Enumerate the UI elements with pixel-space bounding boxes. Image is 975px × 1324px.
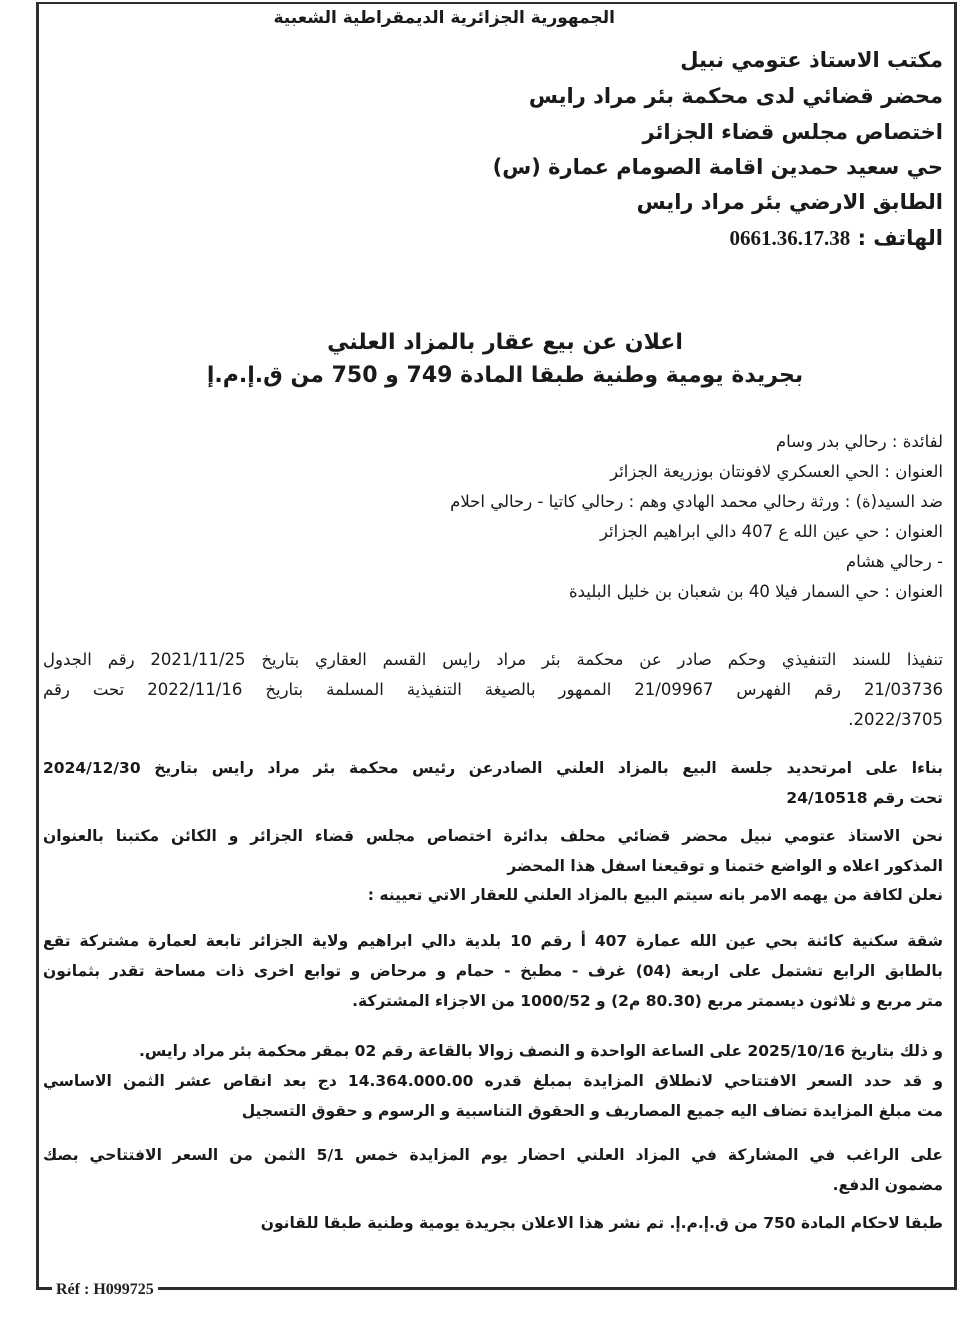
order-paragraph [43,753,943,813]
auction-line: مت مبلغ المزايدة تضاف اليه جميع المصاريف و الحقوق التناسبية و الرسوم و حقوق التسجيل [241,1102,943,1120]
declaration-paragraph [43,821,943,909]
auction-line: و قد حدد السعر الافتتاحي لانطلاق المزايدة بمبلغ قدره 14.364.000.00 دج بعد انقاص عشر الثمن الاساسي [43,1072,943,1090]
declaration-line: المذكور اعلاه و الواضع ختمنا و توقيعنا اسفل هذا المحضر [507,857,943,875]
execution-line: تنفيذا للسند التنفيذي وحكم صادر عن محكمة بئر مراد رايس القسم العقاري بتاريخ 2021/11/25 رقم الجدول [43,650,943,669]
phone-label: الهاتف : [857,226,943,250]
declaration-line: نحن الاستاذ عتومي نبيل محضر قضائي محلف بدائرة اختصاص مجلس قضاء الجزائر و الكائن مكتبنا بالعنوان [43,827,943,845]
order-line: بناءا على امرتحديد جلسة البيع بالمزاد العلني الصادرعن رئيس محكمة بئر مراد رايس بتاريخ 2024/12/30 [43,759,943,777]
defendants-line: ضد السيد(ة) : ورثة رحالي محمد الهادي وهم : رحالي كاتيا - رحالي احلام [450,492,943,511]
defendants-address: العنوان : حي عين الله ع 407 دالي ابراهيم الجزائر [599,522,943,541]
closing-line: طبقا لاحكام المادة 750 من ق.إ.م.إ. تم نشر هذا الاعلان بجريدة يومية وطنية طبقا للقانون [260,1214,943,1232]
defendant-extra-address: العنوان : حي السمار فيلا 40 بن شعبان بن خليل البليدة [568,582,943,601]
deposit-line: مضمون الدفع. [832,1176,943,1194]
auction-paragraph [43,1036,943,1126]
declaration-line: نعلن لكافة من يهمه الامر بانه سيتم البيع بالمزاد العلني للعقار الاتي تعيينه : [367,886,943,904]
office-phone [730,222,944,254]
deposit-line: على الراغب في المشاركة في المزاد العلني احضار يوم المزايدة خمس 5/1 الثمن من السعر الافتتاحي بصك [43,1146,943,1164]
phone-number: 0661.36.17.38 [729,226,851,250]
reference-label: Réf : H099725 [52,1281,158,1299]
execution-line: 2022/3705. [848,710,943,729]
execution-paragraph [43,645,943,735]
parties-section [43,427,943,607]
deposit-paragraph [43,1140,943,1200]
defendant-extra: - رحالي هشام [845,552,943,571]
closing-paragraph [43,1208,943,1238]
republic-heading: الجمهورية الجزائرية الديمقراطية الشعبية [273,8,615,28]
office-jurisdiction: اختصاص مجلس قضاء الجزائر [642,120,943,144]
office-title: محضر قضائي لدى محكمة بئر مراد رايس [528,84,943,108]
property-line: شقة سكنية كائنة بحي عين الله عمارة 407 أ رقم 10 بلدية دالي ابراهيم ولاية الجزائر تابعة لعمارة مشتركة تقع [43,932,943,950]
office-address: حي سعيد حمدين اقامة الصومام عمارة (س) [492,155,943,179]
execution-line: 21/03736 رقم الفهرس 21/09967 الممهور بالصيغة التنفيذية المسلمة بتاريخ 2022/11/16 تحت رقم [43,680,943,699]
property-line: متر مربع و ثلاثون ديسمتر مربع (80.30 م2) و 1000/52 من الاجزاء المشتركة. [352,992,943,1010]
office-name: مكتب الاستاذ عتومي نبيل [680,48,943,72]
notice-subtitle: بجريدة يومية وطنية طبقا المادة 749 و 750 من ق.إ.م.إ [206,363,804,388]
beneficiary-line: لفائدة : رحالي بدر وسام [775,432,943,451]
property-line: بالطابق الرابع تشتمل على اربعة (04) غرف - مطبخ - حمام و مرحاض و توابع اخرى ذات مساحة تقدر بثمانون [43,962,943,980]
property-paragraph [43,926,943,1016]
beneficiary-address: العنوان : الحي العسكري لافونتان بوزريعة الجزائر [610,462,943,481]
notice-title: اعلان عن بيع عقار بالمزاد العلني [327,330,683,355]
auction-line: و ذلك بتاريخ 2025/10/16 على الساعة الواحدة و النصف زوالا بالقاعة رقم 02 بمقر محكمة بئر مراد رايس. [138,1042,943,1060]
order-line: تحت رقم 24/10518 [786,789,943,807]
office-floor: الطابق الارضي بئر مراد رايس [636,190,943,214]
